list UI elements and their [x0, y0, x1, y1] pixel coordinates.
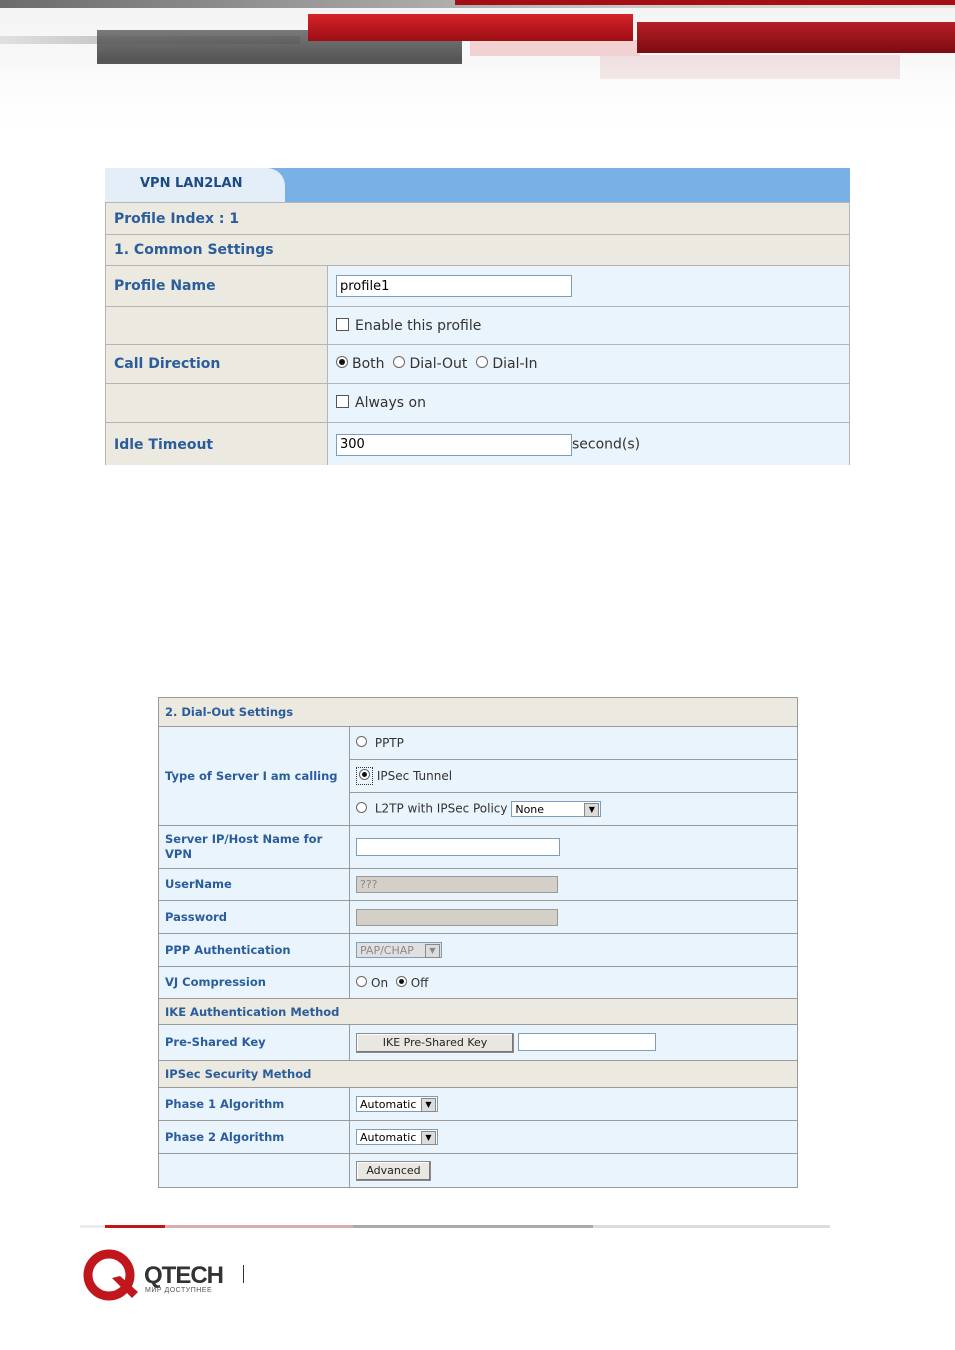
brand-name: QTECH	[144, 1262, 223, 1289]
footer-line	[353, 1225, 593, 1228]
username-label: UserName	[159, 869, 350, 901]
section-title-dial-out: 2. Dial-Out Settings	[159, 698, 798, 727]
radio-vj-on[interactable]	[356, 976, 367, 987]
radio-dial-in-label: Dial-In	[492, 356, 538, 372]
radio-dial-out-label: Dial-Out	[409, 356, 468, 372]
server-ip-input[interactable]	[356, 838, 560, 856]
section-title-common: 1. Common Settings	[106, 235, 850, 266]
profile-index: Profile Index : 1	[106, 203, 850, 235]
dial-out-settings-table	[158, 697, 798, 1188]
vj-compression-label: VJ Compression	[159, 967, 350, 999]
server-ip-label: Server IP/Host Name for VPN	[159, 826, 350, 869]
empty-label	[106, 307, 328, 345]
always-on-label: Always on	[355, 395, 426, 411]
radio-vj-off[interactable]	[396, 976, 407, 987]
radio-dial-in[interactable]	[476, 356, 488, 368]
radio-l2tp-label: L2TP with IPSec Policy	[374, 801, 508, 816]
footer-line	[105, 1225, 165, 1228]
footer-separator	[243, 1265, 244, 1283]
empty-label	[106, 384, 328, 423]
ike-auth-section: IKE Authentication Method	[159, 999, 798, 1025]
radio-ipsec-tunnel[interactable]	[359, 769, 370, 780]
phase1-select[interactable]	[356, 1096, 438, 1112]
chevron-down-icon: ▼	[421, 1131, 436, 1145]
password-input[interactable]	[356, 909, 558, 926]
common-settings-table	[105, 202, 850, 467]
radio-l2tp[interactable]	[356, 802, 367, 813]
radio-both-label: Both	[352, 356, 385, 372]
footer-line	[165, 1225, 353, 1228]
call-direction-label: Call Direction	[106, 345, 328, 384]
banner-stripe	[470, 40, 640, 56]
l2tp-policy-select[interactable]	[511, 801, 601, 817]
chevron-down-icon: ▼	[584, 803, 599, 817]
banner-stripe	[308, 14, 633, 41]
radio-ipsec-focus	[356, 767, 373, 785]
profile-name-label: Profile Name	[106, 266, 328, 307]
phase1-label: Phase 1 Algorithm	[159, 1088, 350, 1121]
qtech-logo-icon	[82, 1248, 138, 1304]
server-type-label: Type of Server I am calling	[159, 727, 350, 826]
advanced-button[interactable]: Advanced	[356, 1161, 431, 1181]
ppp-auth-select[interactable]	[356, 942, 442, 958]
password-label: Password	[159, 901, 350, 934]
radio-vj-on-label: On	[371, 975, 389, 990]
radio-pptp-label: PPTP	[374, 736, 404, 750]
footer-line	[80, 1225, 105, 1228]
header-banner	[0, 0, 955, 150]
radio-both[interactable]	[336, 356, 348, 368]
empty-label	[159, 1154, 350, 1188]
banner-fade	[0, 60, 955, 150]
radio-pptp[interactable]	[356, 736, 367, 747]
enable-profile-label: Enable this profile	[355, 317, 482, 334]
footer-line	[593, 1225, 830, 1228]
phase2-label: Phase 2 Algorithm	[159, 1121, 350, 1154]
profile-name-input[interactable]	[336, 275, 572, 297]
panel-crop-edge	[105, 465, 850, 475]
radio-ipsec-tunnel-label: IPSec Tunnel	[376, 769, 453, 783]
banner-stripe	[455, 0, 955, 5]
phase2-value: Automatic	[360, 1131, 417, 1144]
idle-timeout-label: Idle Timeout	[106, 423, 328, 467]
enable-profile-checkbox[interactable]	[336, 318, 349, 331]
ppp-auth-label: PPP Authentication	[159, 934, 350, 967]
tab-label: VPN LAN2LAN	[140, 176, 243, 191]
username-input[interactable]: ???	[356, 876, 558, 893]
ipsec-security-section: IPSec Security Method	[159, 1061, 798, 1088]
idle-timeout-input[interactable]	[336, 434, 572, 456]
radio-dial-out[interactable]	[393, 356, 405, 368]
chevron-down-icon: ▼	[425, 944, 440, 958]
psk-label: Pre-Shared Key	[159, 1025, 350, 1061]
banner-stripe	[637, 22, 955, 53]
chevron-down-icon: ▼	[421, 1098, 436, 1112]
always-on-checkbox[interactable]	[336, 395, 349, 408]
radio-vj-off-label: Off	[410, 975, 429, 990]
psk-input[interactable]	[518, 1033, 656, 1051]
brand-tagline: МИР ДОСТУПНЕЕ	[145, 1287, 213, 1294]
phase1-value: Automatic	[360, 1098, 417, 1111]
phase2-select[interactable]	[356, 1129, 438, 1145]
idle-timeout-unit: second(s)	[572, 436, 641, 452]
ppp-auth-value: PAP/CHAP	[360, 944, 414, 957]
l2tp-policy-value: None	[515, 803, 545, 816]
ike-psk-button[interactable]: IKE Pre-Shared Key	[356, 1033, 514, 1053]
